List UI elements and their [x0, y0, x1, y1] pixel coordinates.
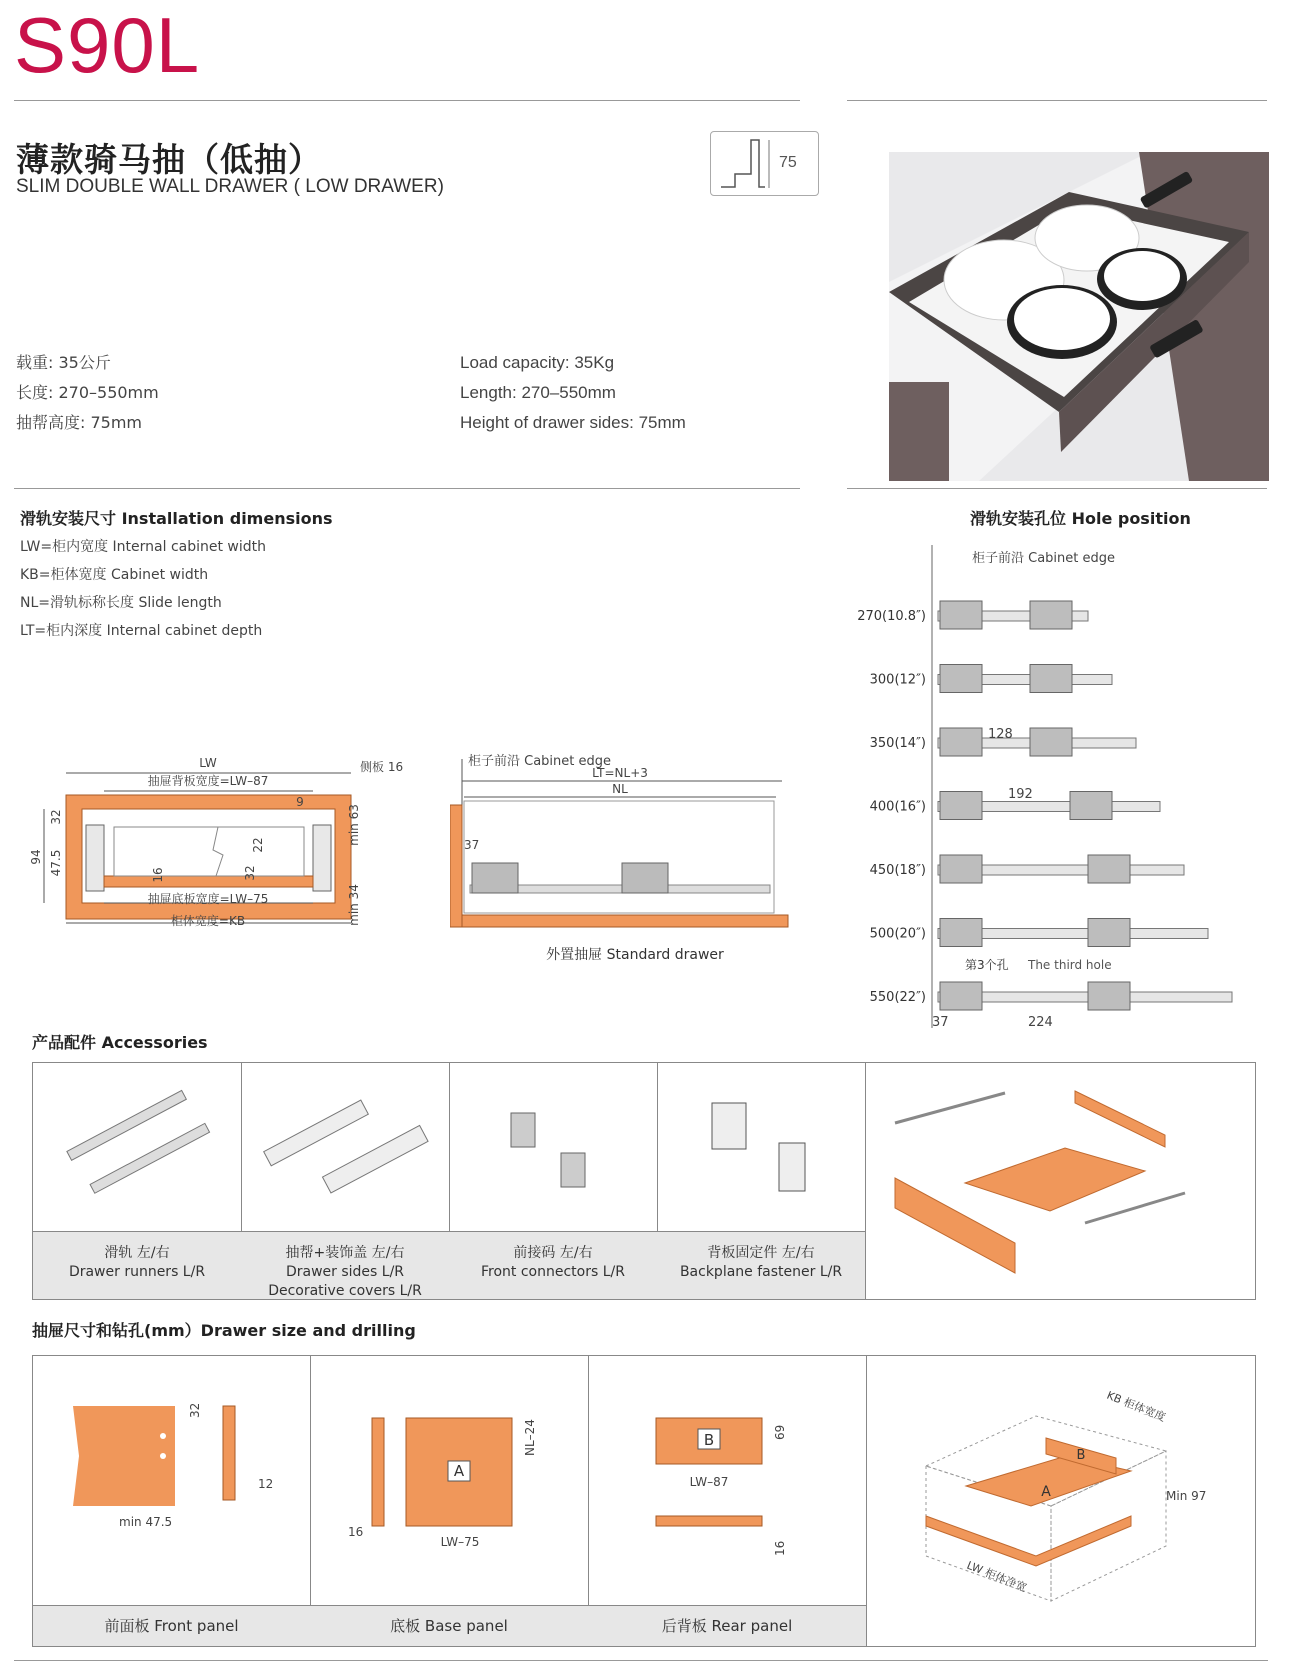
third-hole-en: The third hole: [1028, 958, 1112, 972]
header-divider-right: [847, 100, 1267, 101]
product-title-en: SLIM DOUBLE WALL DRAWER ( LOW DRAWER): [16, 176, 444, 197]
mounting-bracket: [940, 601, 982, 629]
hole-size-label: 400(16″): [869, 799, 926, 815]
dim-32b: 32: [243, 865, 257, 881]
side-caption: 外置抽屉 Standard drawer: [546, 947, 724, 963]
iso-label-a: A: [1041, 1484, 1051, 1500]
rear-panel-drawing: [588, 1356, 866, 1606]
hole-size-label: 550(22″): [869, 990, 926, 1005]
iso-view-cell: [866, 1356, 1255, 1646]
iso-dim-kb: KB 柜体宽度: [1104, 1388, 1168, 1425]
base-dim-nl: NL–24: [523, 1419, 537, 1456]
connectors-image: [449, 1063, 657, 1231]
base-dim-16: 16: [348, 1525, 364, 1539]
dim-47-5: 47.5: [49, 849, 63, 877]
mounting-bracket: [1070, 792, 1112, 820]
mounting-bracket: [1030, 728, 1072, 756]
rear-dim-16: 16: [773, 1540, 787, 1556]
exploded-drawer-image: [865, 1063, 1255, 1299]
accessory-sides: [241, 1063, 450, 1299]
hole-size-label: 350(14″): [869, 736, 926, 751]
front-dim-min: min 47.5: [119, 1515, 173, 1529]
mounting-bracket: [940, 919, 982, 947]
mounting-bracket: [1088, 919, 1130, 947]
mounting-bracket: [1030, 665, 1072, 693]
model-title: S90L: [14, 1, 201, 89]
covers-label-en: Decorative covers L/R: [268, 1283, 422, 1299]
dim-bottom-width: 抽屉底板宽度=LW–75: [147, 892, 269, 906]
dim-37-holes: 37: [932, 1015, 949, 1030]
dim-nl: NL: [612, 782, 628, 796]
iso-dim-min97: Min 97: [1166, 1489, 1207, 1503]
hole-position-diagram: [848, 540, 1268, 1040]
accessory-backplane: [657, 1063, 866, 1299]
footer-divider: [14, 1660, 1268, 1661]
accessory-runners-caption: [33, 1231, 241, 1299]
section-divider-left: [14, 488, 800, 489]
connectors-label-zh: 前接码 左/右: [513, 1245, 593, 1261]
base-panel-drawing: [310, 1356, 588, 1606]
connectors-label-en: Front connectors L/R: [481, 1264, 625, 1280]
iso-dim-lw: LW 柜体净宽: [964, 1558, 1029, 1595]
runners-label-en: Drawer runners L/R: [68, 1264, 206, 1280]
spec-length-en: Length: 270–550mm: [460, 383, 616, 402]
base-dim-lw: LW–75: [440, 1535, 480, 1549]
dim-22: 22: [251, 837, 265, 853]
dim-128: 128: [988, 727, 1013, 742]
mounting-bracket: [940, 665, 982, 693]
holes-cabinet-edge: 柜子前沿 Cabinet edge: [972, 551, 1116, 566]
dim-side-panel: 侧板 16: [360, 760, 404, 774]
accessory-connectors-caption: [449, 1231, 657, 1299]
iso-drawer-drawing: [866, 1356, 1255, 1646]
accessories-table: [32, 1062, 1256, 1300]
section-divider-right: [847, 488, 1267, 489]
holes-heading: 滑轨安装孔位 Hole position: [970, 509, 1191, 528]
profile-height-value: 75: [779, 154, 797, 171]
dim-94: 94: [29, 849, 43, 865]
front-panel-drawing: [33, 1356, 310, 1606]
front-dim-32: 32: [188, 1402, 202, 1418]
profile-icon: [713, 132, 783, 195]
base-panel-cell: [310, 1356, 589, 1646]
legend-lw: LW=柜内宽度 Internal cabinet width: [20, 539, 267, 555]
dim-cabinet-width: 柜体宽度=KB: [170, 914, 246, 928]
legend-kb: KB=柜体宽度 Cabinet width: [20, 567, 209, 583]
dim-back-width: 抽屉背板宽度=LW–87: [147, 774, 269, 788]
rear-panel-caption: 后背板 Rear panel: [588, 1605, 866, 1646]
runners-image: [33, 1063, 241, 1231]
dim-nine: 9: [296, 795, 304, 809]
backplane-image: [657, 1063, 865, 1231]
mounting-bracket: [1088, 982, 1130, 1010]
base-label-a: A: [453, 1462, 465, 1480]
rear-dim-lw: LW–87: [689, 1475, 729, 1489]
legend-lt: LT=柜内深度 Internal cabinet depth: [20, 623, 263, 639]
base-panel-caption: 底板 Base panel: [310, 1605, 588, 1646]
backplane-label-en: Backplane fastener L/R: [679, 1264, 843, 1280]
product-photo: [889, 152, 1269, 481]
third-hole-zh: 第3个孔: [965, 958, 1009, 972]
spec-height-zh: 抽帮高度: 75mm: [16, 413, 143, 432]
specs-zh: [16, 348, 159, 438]
accessory-exploded-view: [865, 1063, 1255, 1299]
spec-load-en: Load capacity: 35Kg: [460, 353, 615, 372]
accessory-runners: [33, 1063, 242, 1299]
sides-label-zh: 抽帮+装饰盖 左/右: [285, 1245, 405, 1261]
drilling-table: [32, 1355, 1256, 1647]
installation-legend: [20, 533, 266, 645]
spec-height-en: Height of drawer sides: 75mm: [460, 413, 686, 432]
spec-length-zh: 长度: 270–550mm: [16, 383, 159, 402]
hole-size-label: 450(18″): [869, 863, 926, 878]
front-dim-12: 12: [258, 1477, 274, 1491]
side-view-diagram: [450, 745, 810, 975]
front-section-diagram: [18, 745, 428, 975]
iso-label-b: B: [1076, 1448, 1086, 1463]
sides-image: [241, 1063, 449, 1231]
rear-dim-69: 69: [773, 1424, 787, 1440]
spec-load-zh: 载重: 35公斤: [16, 353, 111, 372]
dim-37-side: 37: [464, 838, 480, 852]
accessory-front-connectors: [449, 1063, 658, 1299]
mounting-bracket: [940, 982, 982, 1010]
mounting-bracket: [940, 792, 982, 820]
runners-label-zh: 滑轨 左/右: [104, 1245, 170, 1261]
accessory-sides-caption: [241, 1231, 449, 1299]
dim-min63: min 63: [347, 804, 361, 846]
accessories-heading: 产品配件 Accessories: [32, 1033, 208, 1052]
dim-224: 224: [1028, 1015, 1053, 1030]
front-panel-cell: [33, 1356, 311, 1646]
dim-lw: LW: [199, 756, 217, 770]
drilling-heading: 抽屉尺寸和钻孔(mm）Drawer size and drilling: [32, 1321, 416, 1340]
product-title-zh: 薄款骑马抽（低抽）: [16, 140, 322, 179]
dim-192: 192: [1008, 787, 1033, 802]
mounting-bracket: [1030, 601, 1072, 629]
backplane-label-zh: 背板固定件 左/右: [707, 1245, 815, 1261]
dim-lt: LT=NL+3: [592, 766, 648, 780]
mounting-bracket: [940, 728, 982, 756]
rear-panel-cell: [588, 1356, 867, 1646]
rear-label-b: B: [703, 1431, 715, 1449]
accessory-backplane-caption: [657, 1231, 865, 1299]
mounting-bracket: [1088, 855, 1130, 883]
dim-min34: min 34: [347, 884, 361, 926]
sides-label-en: Drawer sides L/R: [285, 1264, 405, 1280]
hole-size-label: 300(12″): [869, 672, 926, 688]
side-cabinet-edge: 柜子前沿 Cabinet edge: [468, 754, 612, 769]
hole-size-label: 500(20″): [869, 926, 926, 942]
dim-16: 16: [151, 867, 165, 883]
installation-heading: 滑轨安装尺寸 Installation dimensions: [20, 509, 333, 528]
legend-nl: NL=滑轨标称长度 Slide length: [20, 595, 222, 611]
mounting-bracket: [940, 855, 982, 883]
dim-32a: 32: [49, 809, 63, 825]
specs-en: [460, 348, 686, 438]
hole-size-label: 270(10.8″): [857, 609, 926, 624]
profile-height-badge: [710, 131, 819, 196]
front-panel-caption: 前面板 Front panel: [33, 1605, 310, 1646]
header-divider-left: [14, 100, 800, 101]
